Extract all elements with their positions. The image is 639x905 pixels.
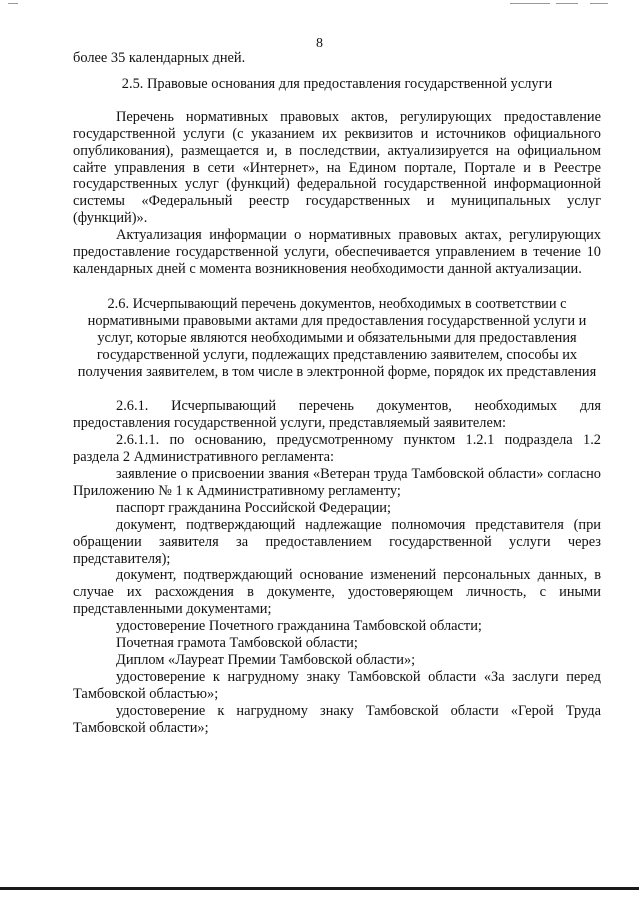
list-item-laureate-diploma: Диплом «Лауреат Премии Тамбовской области»;	[116, 652, 416, 668]
scan-artifact-bottom	[0, 887, 639, 890]
list-item-merit-badge: удостоверение к нагрудному знаку Тамбовской области «За заслуги перед Тамбовской областью»;	[73, 668, 601, 702]
list-item-hero-of-labor-badge: удостоверение к нагрудному знаку Тамбовской области «Герой Труда Тамбовской области»;	[73, 702, 601, 736]
paragraph-2-6-1: 2.6.1. Исчерпывающий перечень документов, необходимых для предоставления государственной услуги, представляемый заявителем:	[73, 398, 601, 432]
list-item-honorary-diploma: Почетная грамота Тамбовской области;	[116, 635, 358, 652]
section-heading-2-5: 2.5. Правовые основания для предоставления государственной услуги	[121, 75, 553, 92]
list-item-honorary-citizen: удостоверение Почетного гражданина Тамбовской области;	[116, 618, 482, 635]
list-item-personal-data-change: документ, подтверждающий основание изменений персональных данных, в случае их расхождения в документе, удостоверяющем личность, с иными представленными документами;	[73, 567, 601, 618]
paragraph-2-6-1-1: 2.6.1.1. по основанию, предусмотренному пунктом 1.2.1 подраздела 1.2 раздела 2 Административного регламента:	[73, 432, 601, 466]
scan-artifact-top	[0, 0, 639, 8]
paragraph-actualization: Актуализация информации о нормативных правовых актах, регулирующих предоставление государственной услуги, обеспечивается управлением в течение 10 календарных дней с момента возникновения необходимости данной актуализации.	[73, 227, 601, 277]
document-body	[73, 50, 601, 737]
list-item-passport: паспорт гражданина Российской Федерации;	[116, 499, 391, 516]
paragraph-continuation: более 35 календарных дней.	[73, 50, 246, 66]
page-number: 8	[316, 36, 323, 51]
paragraph-legal-acts-list: Перечень нормативных правовых актов, регулирующих предоставление государственной услуги (с указанием их реквизитов и источников официального опубликования), размещается и, в последствии, актуализируется на официальном сайте управления в сети «Интернет», на Едином портале, Портале и в Реестре государственных услуг (функций) федеральной государственной информационной системы «Федеральный реестр государственных и муниципальных услуг (функций)».	[73, 108, 601, 227]
list-item-application: заявление о присвоении звания «Ветеран труда Тамбовской области» согласно Приложению № 1 к Административному регламенту;	[73, 466, 601, 499]
list-item-representative-document: документ, подтверждающий надлежащие полномочия представителя (при обращении заявителя за предоставлением государственной услуги через представителя);	[73, 516, 601, 567]
section-heading-2-6: 2.6. Исчерпывающий перечень документов, необходимых в соответствии с нормативными правовыми актами для предоставления государственной услуги и услуг, которые являются необходимыми и обязательными для предоставления государственной услуги, подлежащих представлению заявителем, способы их получения заявителем, в том числе в электронной форме, порядок их представления	[77, 295, 597, 380]
